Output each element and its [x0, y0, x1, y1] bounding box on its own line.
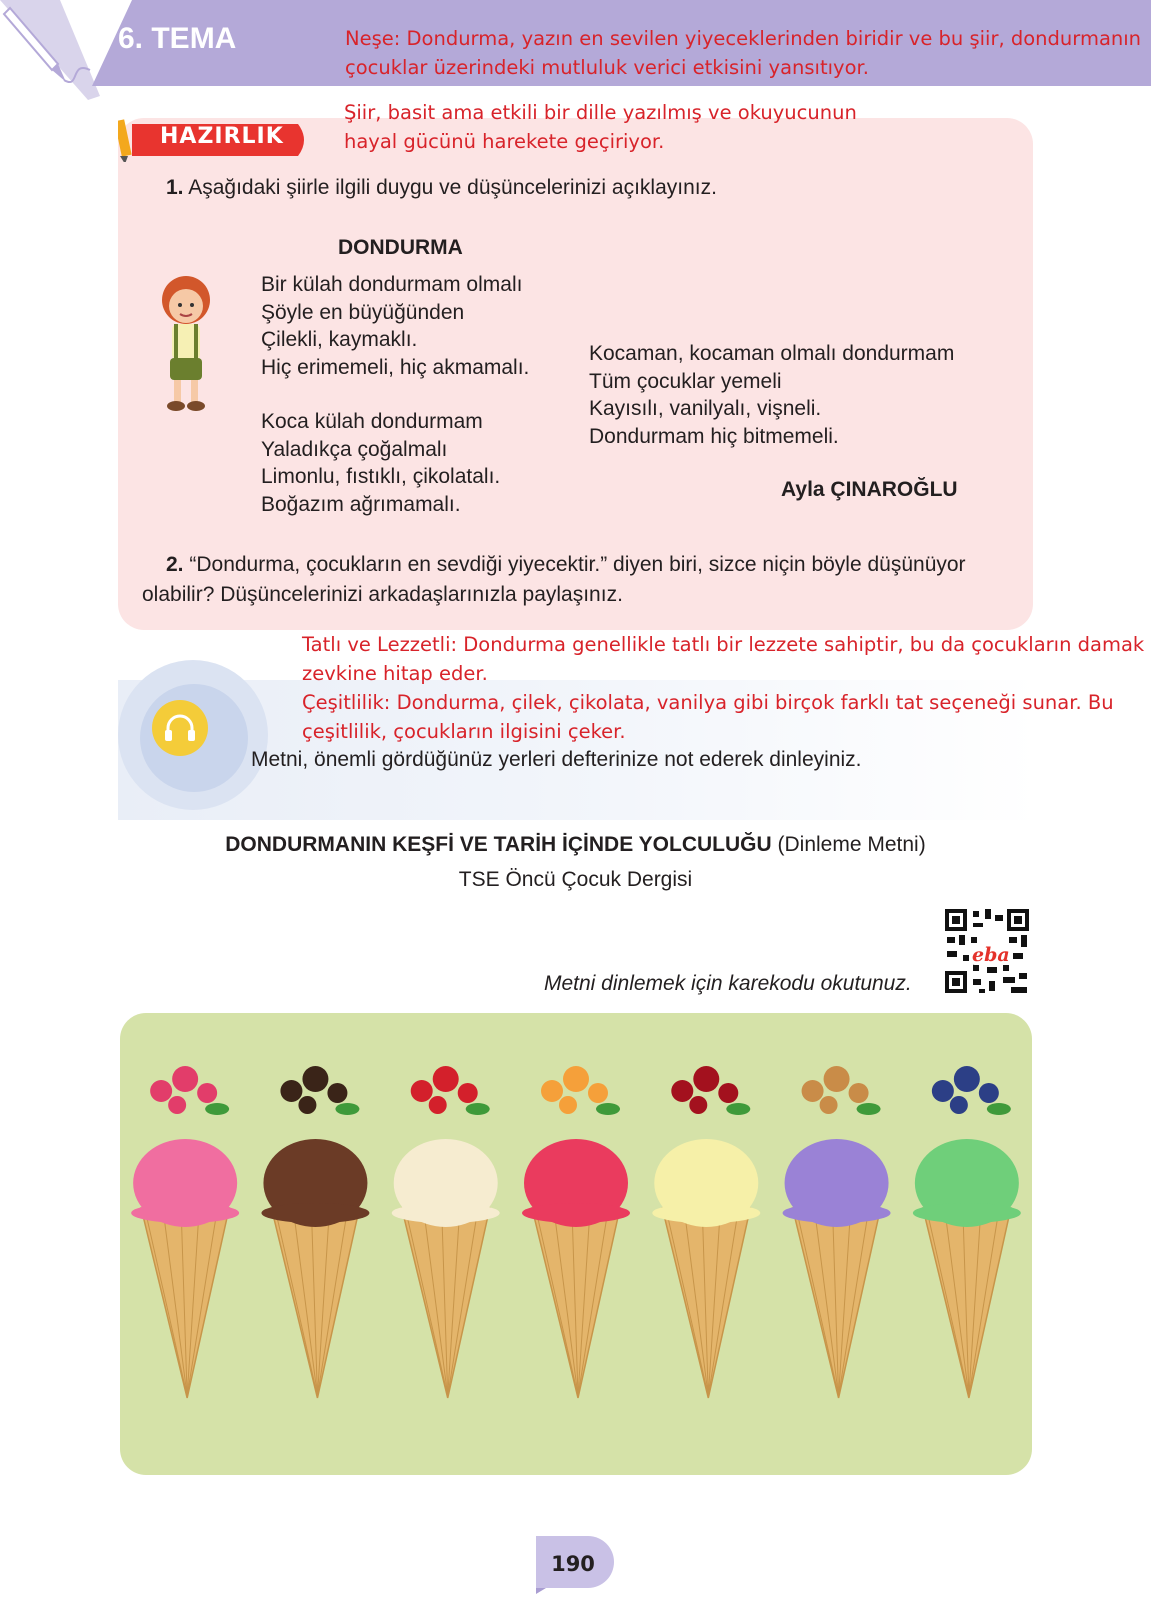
poem-line: Şöyle en büyüğünden — [261, 300, 465, 324]
page-number: 190 — [551, 1552, 595, 1576]
poem-line: Hiç erimemeli, hiç akmamalı. — [261, 355, 530, 379]
mint-leaf — [335, 1103, 359, 1115]
waffle-cone — [532, 1208, 620, 1398]
topping-peach — [563, 1066, 589, 1092]
topping-raspberry — [168, 1096, 186, 1114]
scoop-rim — [783, 1203, 891, 1223]
poem-line: Çilekli, kaymaklı. — [261, 328, 418, 351]
ice-cream-cone — [652, 1066, 760, 1398]
boy-illustration — [148, 274, 222, 414]
mint-leaf — [205, 1103, 229, 1115]
note-line: Çeşitlilik: Dondurma, çilek, çikolata, vanilya gibi birçok farklı tat seçeneği sunar. Bu — [302, 691, 1114, 714]
ice-cream-cone — [261, 1066, 369, 1398]
handwritten-note-listening — [302, 630, 1147, 746]
topping-cherry — [689, 1096, 707, 1114]
poem-title: DONDURMA — [338, 236, 463, 259]
waffle-cone — [402, 1208, 490, 1398]
waffle-cone — [271, 1208, 359, 1398]
topping-chocolate — [280, 1080, 302, 1102]
scoop-rim — [392, 1203, 500, 1223]
topping-redcurrant — [429, 1096, 447, 1114]
listening-instruction: Metni, önemli gördüğünüz yerleri defterinize not ederek dinleyiniz. — [251, 748, 862, 771]
mint-leaf — [596, 1103, 620, 1115]
question-1-text: Aşağıdaki şiirle ilgili duygu ve düşüncelerinizi açıklayınız. — [188, 176, 717, 199]
scoop-rim — [652, 1203, 760, 1223]
topping-nuts — [802, 1080, 824, 1102]
listening-source: TSE Öncü Çocuk Dergisi — [458, 868, 693, 891]
waffle-cone — [141, 1208, 229, 1398]
question-2-number: 2. — [166, 553, 184, 576]
poem-line: Kocaman, kocaman olmalı dondurmam — [589, 342, 955, 365]
poem-line: Bir külah dondurmam olmalı — [261, 273, 523, 296]
headphones-icon — [152, 700, 208, 756]
poem-line: Limonlu, fıstıklı, çikolatalı. — [261, 465, 501, 488]
ice-cream-cone — [913, 1066, 1021, 1398]
hazirlik-label: HAZIRLIK — [160, 124, 284, 149]
ice-cream-cone — [392, 1066, 500, 1398]
poem-line: Koca külah dondurmam — [261, 410, 483, 433]
listening-title-bold: DONDURMANIN KEŞFİ VE TARİH İÇİNDE YOLCULUĞU — [225, 833, 772, 856]
topping-cherry — [693, 1066, 719, 1092]
topping-peach — [559, 1096, 577, 1114]
handwritten-note-top: Neşe: Dondurma, yazın en sevilen yiyeceklerinden biridir ve bu şiir, dondurmanın çocuklar üzerindeki mutluluk verici etkisini yansıtıyor. — [345, 27, 1142, 79]
poem-line: Kayısılı, vanilyalı, vişneli. — [589, 397, 822, 420]
topping-raspberry — [172, 1066, 198, 1092]
topping-chocolate — [298, 1096, 316, 1114]
pen-icon — [0, 0, 110, 100]
poem-author: Ayla ÇINAROĞLU — [781, 478, 958, 501]
topping-redcurrant — [411, 1080, 433, 1102]
mint-leaf — [726, 1103, 750, 1115]
topping-blueberry — [979, 1083, 999, 1103]
topping-redcurrant — [458, 1083, 478, 1103]
scoop-rim — [261, 1203, 369, 1223]
poem-stanza-1 — [261, 271, 529, 381]
topping-blueberry — [932, 1080, 954, 1102]
topping-chocolate — [302, 1066, 328, 1092]
poem-line: Yaladıkça çoğalmalı — [261, 437, 448, 461]
topping-raspberry — [150, 1080, 172, 1102]
topping-chocolate — [327, 1083, 347, 1103]
scoop-rim — [913, 1203, 1021, 1223]
handwritten-note-poem: Şiir, basit ama etkili bir dille yazılmış ve okuyucunun hayal gücünü harekete geçiriyor. — [344, 101, 857, 153]
topping-cherry — [718, 1083, 738, 1103]
mint-leaf — [987, 1103, 1011, 1115]
topping-blueberry — [950, 1096, 968, 1114]
qr-caption: Metni dinlemek için karekodu okutunuz. — [544, 972, 912, 995]
waffle-cone — [923, 1208, 1011, 1398]
scoop-rim — [131, 1203, 239, 1223]
ice-cream-cone — [783, 1066, 891, 1398]
note-line: zevkine hitap eder. — [302, 662, 488, 685]
mint-leaf — [857, 1103, 881, 1115]
poem-stanza-3 — [589, 340, 954, 450]
topping-cherry — [671, 1080, 693, 1102]
question-1 — [166, 176, 717, 200]
ice-cream-cone — [131, 1066, 239, 1398]
ice-cream-cone — [522, 1066, 630, 1398]
poem-line: Boğazım ağrımamalı. — [261, 492, 461, 516]
eba-logo: eba — [972, 944, 1010, 966]
poem-line: Tüm çocuklar yemeli — [589, 369, 782, 393]
question-1-number: 1. — [166, 176, 184, 199]
scoop-rim — [522, 1203, 630, 1223]
poem-line: Dondurmam hiç bitmemeli. — [589, 424, 839, 448]
ice-cream-photo — [120, 1013, 1032, 1475]
topping-nuts — [820, 1096, 838, 1114]
topping-blueberry — [954, 1066, 980, 1092]
topping-nuts — [824, 1066, 850, 1092]
mint-leaf — [466, 1103, 490, 1115]
waffle-cone — [793, 1208, 881, 1398]
listening-text-title — [0, 833, 1151, 857]
question-2-text: “Dondurma, çocukların en sevdiği yiyecektir.” diyen biri, sizce niçin böyle düşünüyor olabilir? Düşüncelerinizi arkadaşlarınızla paylaşınız. — [142, 553, 966, 606]
note-line: Tatlı ve Lezzetli: Dondurma genellikle tatlı bir lezzete sahiptir, bu da çocukların damak — [302, 633, 1145, 656]
topping-redcurrant — [433, 1066, 459, 1092]
question-2 — [142, 550, 1012, 610]
topping-raspberry — [197, 1083, 217, 1103]
theme-title: 6. TEMA — [118, 22, 237, 55]
note-line: çeşitlilik, çocukların ilgisini çeker. — [302, 720, 626, 743]
topping-peach — [541, 1080, 563, 1102]
poem-stanza-2 — [261, 408, 500, 518]
waffle-cone — [662, 1208, 750, 1398]
topping-peach — [588, 1083, 608, 1103]
listening-title-suffix: (Dinleme Metni) — [771, 833, 926, 856]
ice-cream-cones — [120, 1013, 1032, 1475]
topping-nuts — [849, 1083, 869, 1103]
